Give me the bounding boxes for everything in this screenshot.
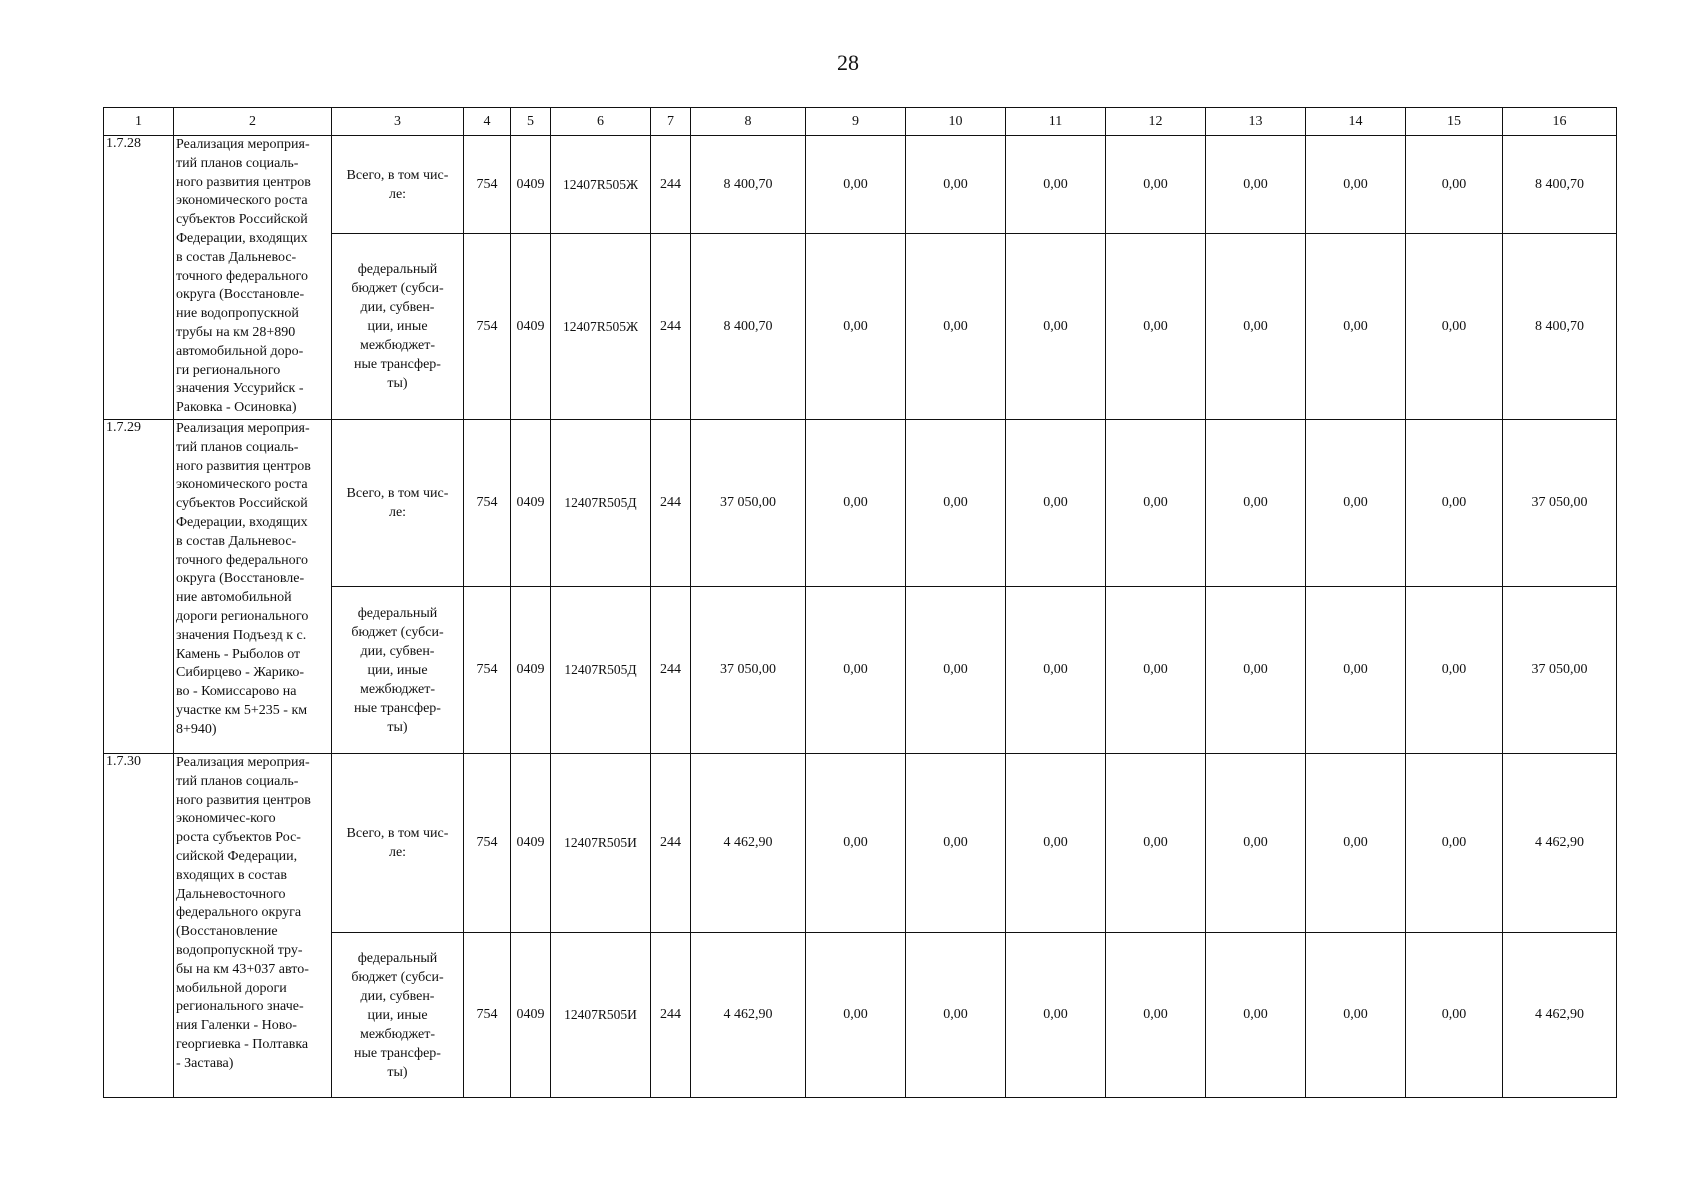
description-line: автомобильной доро- (176, 343, 304, 359)
amount-cell: 0,00 (1106, 420, 1206, 587)
item-number: 1.7.29 (104, 420, 174, 754)
description-line: ние автомобильной (176, 590, 292, 606)
col-header: 14 (1306, 108, 1406, 136)
target-code-cell: 12407R505Д (551, 420, 651, 587)
amount-cell: 0,00 (1106, 587, 1206, 754)
funding-source-line: ты) (387, 376, 408, 391)
funding-source-line: ции, иные (367, 1007, 428, 1023)
funding-source-line: ные трансфер- (354, 700, 441, 716)
description-line: Реализация мероприя- (176, 137, 310, 152)
description-line: точного федерального (176, 268, 309, 284)
amount-cell: 0,00 (1406, 234, 1503, 420)
amount-cell: 0,00 (1106, 933, 1206, 1098)
description-line: Дальневосточного (176, 886, 286, 902)
amount-cell: 0,00 (1006, 933, 1106, 1098)
amount-cell: 0,00 (1306, 587, 1406, 754)
amount-cell: 0,00 (1006, 420, 1106, 587)
funding-source-line: федеральный (357, 605, 438, 621)
amount-cell: 0,00 (1206, 136, 1306, 234)
amount-cell: 0,00 (1206, 234, 1306, 420)
description-line: Федерации, входящих (176, 230, 308, 246)
col-header: 1 (104, 108, 174, 136)
amount-cell: 0,00 (906, 754, 1006, 933)
amount-cell: 0,00 (1306, 136, 1406, 234)
admin-code-cell: 754 (464, 136, 511, 234)
description-line: субъектов Российской (176, 496, 308, 512)
funding-source-line: Всего, в том чис- (346, 826, 449, 841)
amount-cell: 0,00 (1206, 587, 1306, 754)
amount-cell: 0,00 (1306, 933, 1406, 1098)
funding-source (332, 234, 464, 420)
col-header: 8 (691, 108, 806, 136)
funding-source-line: федеральный (357, 950, 438, 966)
description-line: экономического роста (176, 193, 308, 209)
funding-source-line: бюджет (субси- (351, 281, 444, 296)
amount-cell: 0,00 (1006, 587, 1106, 754)
description-line: значения Подъезд к с. (176, 627, 307, 643)
amount-cell: 0,00 (806, 754, 906, 933)
target-code-cell: 12407R505Ж (551, 234, 651, 420)
funding-source-line: ции, иные (367, 319, 428, 334)
description-line: сийской Федерации, (176, 848, 298, 864)
funding-source-line: бюджет (субси- (351, 624, 444, 640)
col-header: 3 (332, 108, 464, 136)
admin-code-cell: 754 (464, 587, 511, 754)
description-line: экономичес-кого (176, 811, 276, 827)
description-line: ги регионального (176, 362, 281, 378)
section-code-cell: 0409 (511, 587, 551, 754)
col-header: 5 (511, 108, 551, 136)
description-line: Федерации, входящих (176, 514, 308, 530)
description-line: водопропускной тру- (176, 942, 303, 958)
description-line: ного развития центров (176, 792, 311, 808)
description-line: ния Галенки - Ново- (176, 1018, 297, 1034)
target-code-cell: 12407R505И (551, 754, 651, 933)
description-line: трубы на км 28+890 (176, 324, 296, 340)
expense-type-cell: 244 (651, 420, 691, 587)
amount-cell: 0,00 (906, 587, 1006, 754)
amount-cell: 0,00 (1206, 420, 1306, 587)
amount-cell: 0,00 (1406, 587, 1503, 754)
description-line: роста субъектов Рос- (176, 830, 301, 846)
col-header: 11 (1006, 108, 1106, 136)
expense-type-cell: 244 (651, 136, 691, 234)
amount-cell: 0,00 (906, 420, 1006, 587)
funding-source (332, 587, 464, 754)
section-code-cell: 0409 (511, 933, 551, 1098)
target-code-cell: 12407R505И (551, 933, 651, 1098)
description-line: федерального округа (176, 905, 302, 921)
col-header: 4 (464, 108, 511, 136)
table-body (104, 136, 1617, 1098)
funding-source-line: федеральный (357, 262, 438, 277)
description-line: тий планов социаль- (176, 155, 299, 171)
amount-final-cell: 4 462,90 (1503, 754, 1617, 933)
amount-cell: 0,00 (806, 587, 906, 754)
description-line: округа (Восстановле- (176, 287, 305, 303)
amount-cell: 0,00 (1406, 420, 1503, 587)
description-line: экономического роста (176, 477, 308, 493)
item-number: 1.7.30 (104, 754, 174, 1098)
expense-type-cell: 244 (651, 933, 691, 1098)
amount-cell: 0,00 (1306, 754, 1406, 933)
description-line: субъектов Российской (176, 212, 308, 228)
amount-cell: 0,00 (1206, 933, 1306, 1098)
target-code-cell: 12407R505Ж (551, 136, 651, 234)
item-description (174, 136, 332, 420)
description-line: 8+940) (176, 721, 217, 737)
funding-source-line: межбюджет- (359, 1026, 436, 1042)
item-description (174, 754, 332, 1098)
amount-total-cell: 4 462,90 (691, 933, 806, 1098)
section-code-cell: 0409 (511, 754, 551, 933)
amount-total-cell: 4 462,90 (691, 754, 806, 933)
col-header: 9 (806, 108, 906, 136)
description-line: регионального значе- (176, 999, 304, 1015)
budget-table (103, 107, 1617, 1098)
description-line: во - Комиссарово на (176, 684, 297, 700)
amount-cell: 0,00 (1406, 136, 1503, 234)
admin-code-cell: 754 (464, 754, 511, 933)
description-line: в состав Дальневос- (176, 533, 297, 549)
amount-cell: 0,00 (806, 234, 906, 420)
funding-source-line: Всего, в том чис- (346, 167, 449, 183)
description-line: в состав Дальневос- (176, 249, 297, 265)
amount-cell: 0,00 (1306, 420, 1406, 587)
col-header: 6 (551, 108, 651, 136)
amount-cell: 0,00 (1006, 754, 1106, 933)
section-code-cell: 0409 (511, 234, 551, 420)
description-line: дороги регионального (176, 608, 309, 624)
amount-cell: 0,00 (1106, 136, 1206, 234)
admin-code-cell: 754 (464, 420, 511, 587)
expense-type-cell: 244 (651, 754, 691, 933)
description-line: георгиевка - Полтавка (176, 1036, 309, 1052)
funding-source (332, 420, 464, 587)
funding-source (332, 933, 464, 1098)
description-line: Реализация мероприя- (176, 421, 310, 436)
table-header (104, 108, 1617, 136)
section-code-cell: 0409 (511, 420, 551, 587)
funding-source-line: ты) (387, 719, 408, 735)
funding-source (332, 754, 464, 933)
table-row (104, 754, 1617, 933)
description-line: точного федерального (176, 552, 309, 568)
description-line: входящих в состав (176, 867, 288, 883)
amount-total-cell: 8 400,70 (691, 234, 806, 420)
description-line: Раковка - Осиновка) (176, 400, 297, 416)
amount-cell: 0,00 (1406, 754, 1503, 933)
description-line: значения Уссурийск - (176, 381, 304, 397)
funding-source-line: ные трансфер- (354, 1045, 441, 1061)
amount-cell: 0,00 (1006, 136, 1106, 234)
description-line: ного развития центров (176, 174, 311, 190)
funding-source-line: бюджет (субси- (351, 969, 444, 985)
amount-total-cell: 37 050,00 (691, 587, 806, 754)
description-line: тий планов социаль- (176, 439, 299, 455)
amount-final-cell: 37 050,00 (1503, 420, 1617, 587)
funding-source-line: ле: (388, 845, 407, 860)
amount-cell: 0,00 (1406, 933, 1503, 1098)
funding-source-line: дии, субвен- (360, 988, 435, 1004)
page-number: 28 (837, 50, 859, 75)
col-header: 15 (1406, 108, 1503, 136)
description-line: Сибирцево - Жарико- (176, 665, 304, 681)
amount-cell: 0,00 (1106, 754, 1206, 933)
description-line: бы на км 43+037 авто- (176, 961, 309, 977)
col-header: 7 (651, 108, 691, 136)
item-number: 1.7.28 (104, 136, 174, 420)
amount-cell: 0,00 (1106, 234, 1206, 420)
funding-source-line: дии, субвен- (360, 300, 435, 315)
description-line: ного развития центров (176, 458, 311, 474)
expense-type-cell: 244 (651, 587, 691, 754)
description-line: (Восстановление (176, 924, 278, 940)
col-header: 13 (1206, 108, 1306, 136)
admin-code-cell: 754 (464, 234, 511, 420)
funding-source-line: дии, субвен- (360, 643, 435, 659)
amount-cell: 0,00 (906, 234, 1006, 420)
funding-source (332, 136, 464, 234)
funding-source-line: ле: (388, 186, 407, 202)
funding-source-line: ции, иные (367, 662, 428, 678)
amount-cell: 0,00 (806, 420, 906, 587)
amount-cell: 0,00 (906, 136, 1006, 234)
description-line: тий планов социаль- (176, 773, 299, 789)
table-row (104, 420, 1617, 587)
funding-source-line: ные трансфер- (354, 357, 441, 372)
admin-code-cell: 754 (464, 933, 511, 1098)
amount-cell: 0,00 (806, 136, 906, 234)
amount-final-cell: 8 400,70 (1503, 234, 1617, 420)
col-header: 10 (906, 108, 1006, 136)
amount-cell: 0,00 (1306, 234, 1406, 420)
amount-total-cell: 8 400,70 (691, 136, 806, 234)
description-line: ние водопропускной (176, 306, 299, 322)
amount-final-cell: 37 050,00 (1503, 587, 1617, 754)
funding-source-line: ле: (388, 505, 407, 520)
funding-source-line: ты) (387, 1064, 408, 1080)
amount-final-cell: 4 462,90 (1503, 933, 1617, 1098)
target-code-cell: 12407R505Д (551, 587, 651, 754)
funding-source-line: межбюджет- (359, 338, 436, 353)
amount-cell: 0,00 (906, 933, 1006, 1098)
funding-source-line: Всего, в том чис- (346, 486, 449, 501)
expense-type-cell: 244 (651, 234, 691, 420)
item-description (174, 420, 332, 754)
description-line: мобильной дороги (176, 980, 287, 996)
section-code-cell: 0409 (511, 136, 551, 234)
col-header: 12 (1106, 108, 1206, 136)
col-header: 16 (1503, 108, 1617, 136)
description-line: участке км 5+235 - км (176, 702, 308, 718)
table-row (104, 136, 1617, 234)
col-header: 2 (174, 108, 332, 136)
description-line: округа (Восстановле- (176, 571, 305, 587)
amount-cell: 0,00 (1206, 754, 1306, 933)
description-line: Реализация мероприя- (176, 755, 310, 770)
funding-source-line: межбюджет- (359, 681, 436, 697)
amount-total-cell: 37 050,00 (691, 420, 806, 587)
amount-cell: 0,00 (1006, 234, 1106, 420)
amount-cell: 0,00 (806, 933, 906, 1098)
description-line: Камень - Рыболов от (176, 646, 301, 662)
description-line: - Застава) (176, 1055, 234, 1071)
amount-final-cell: 8 400,70 (1503, 136, 1617, 234)
